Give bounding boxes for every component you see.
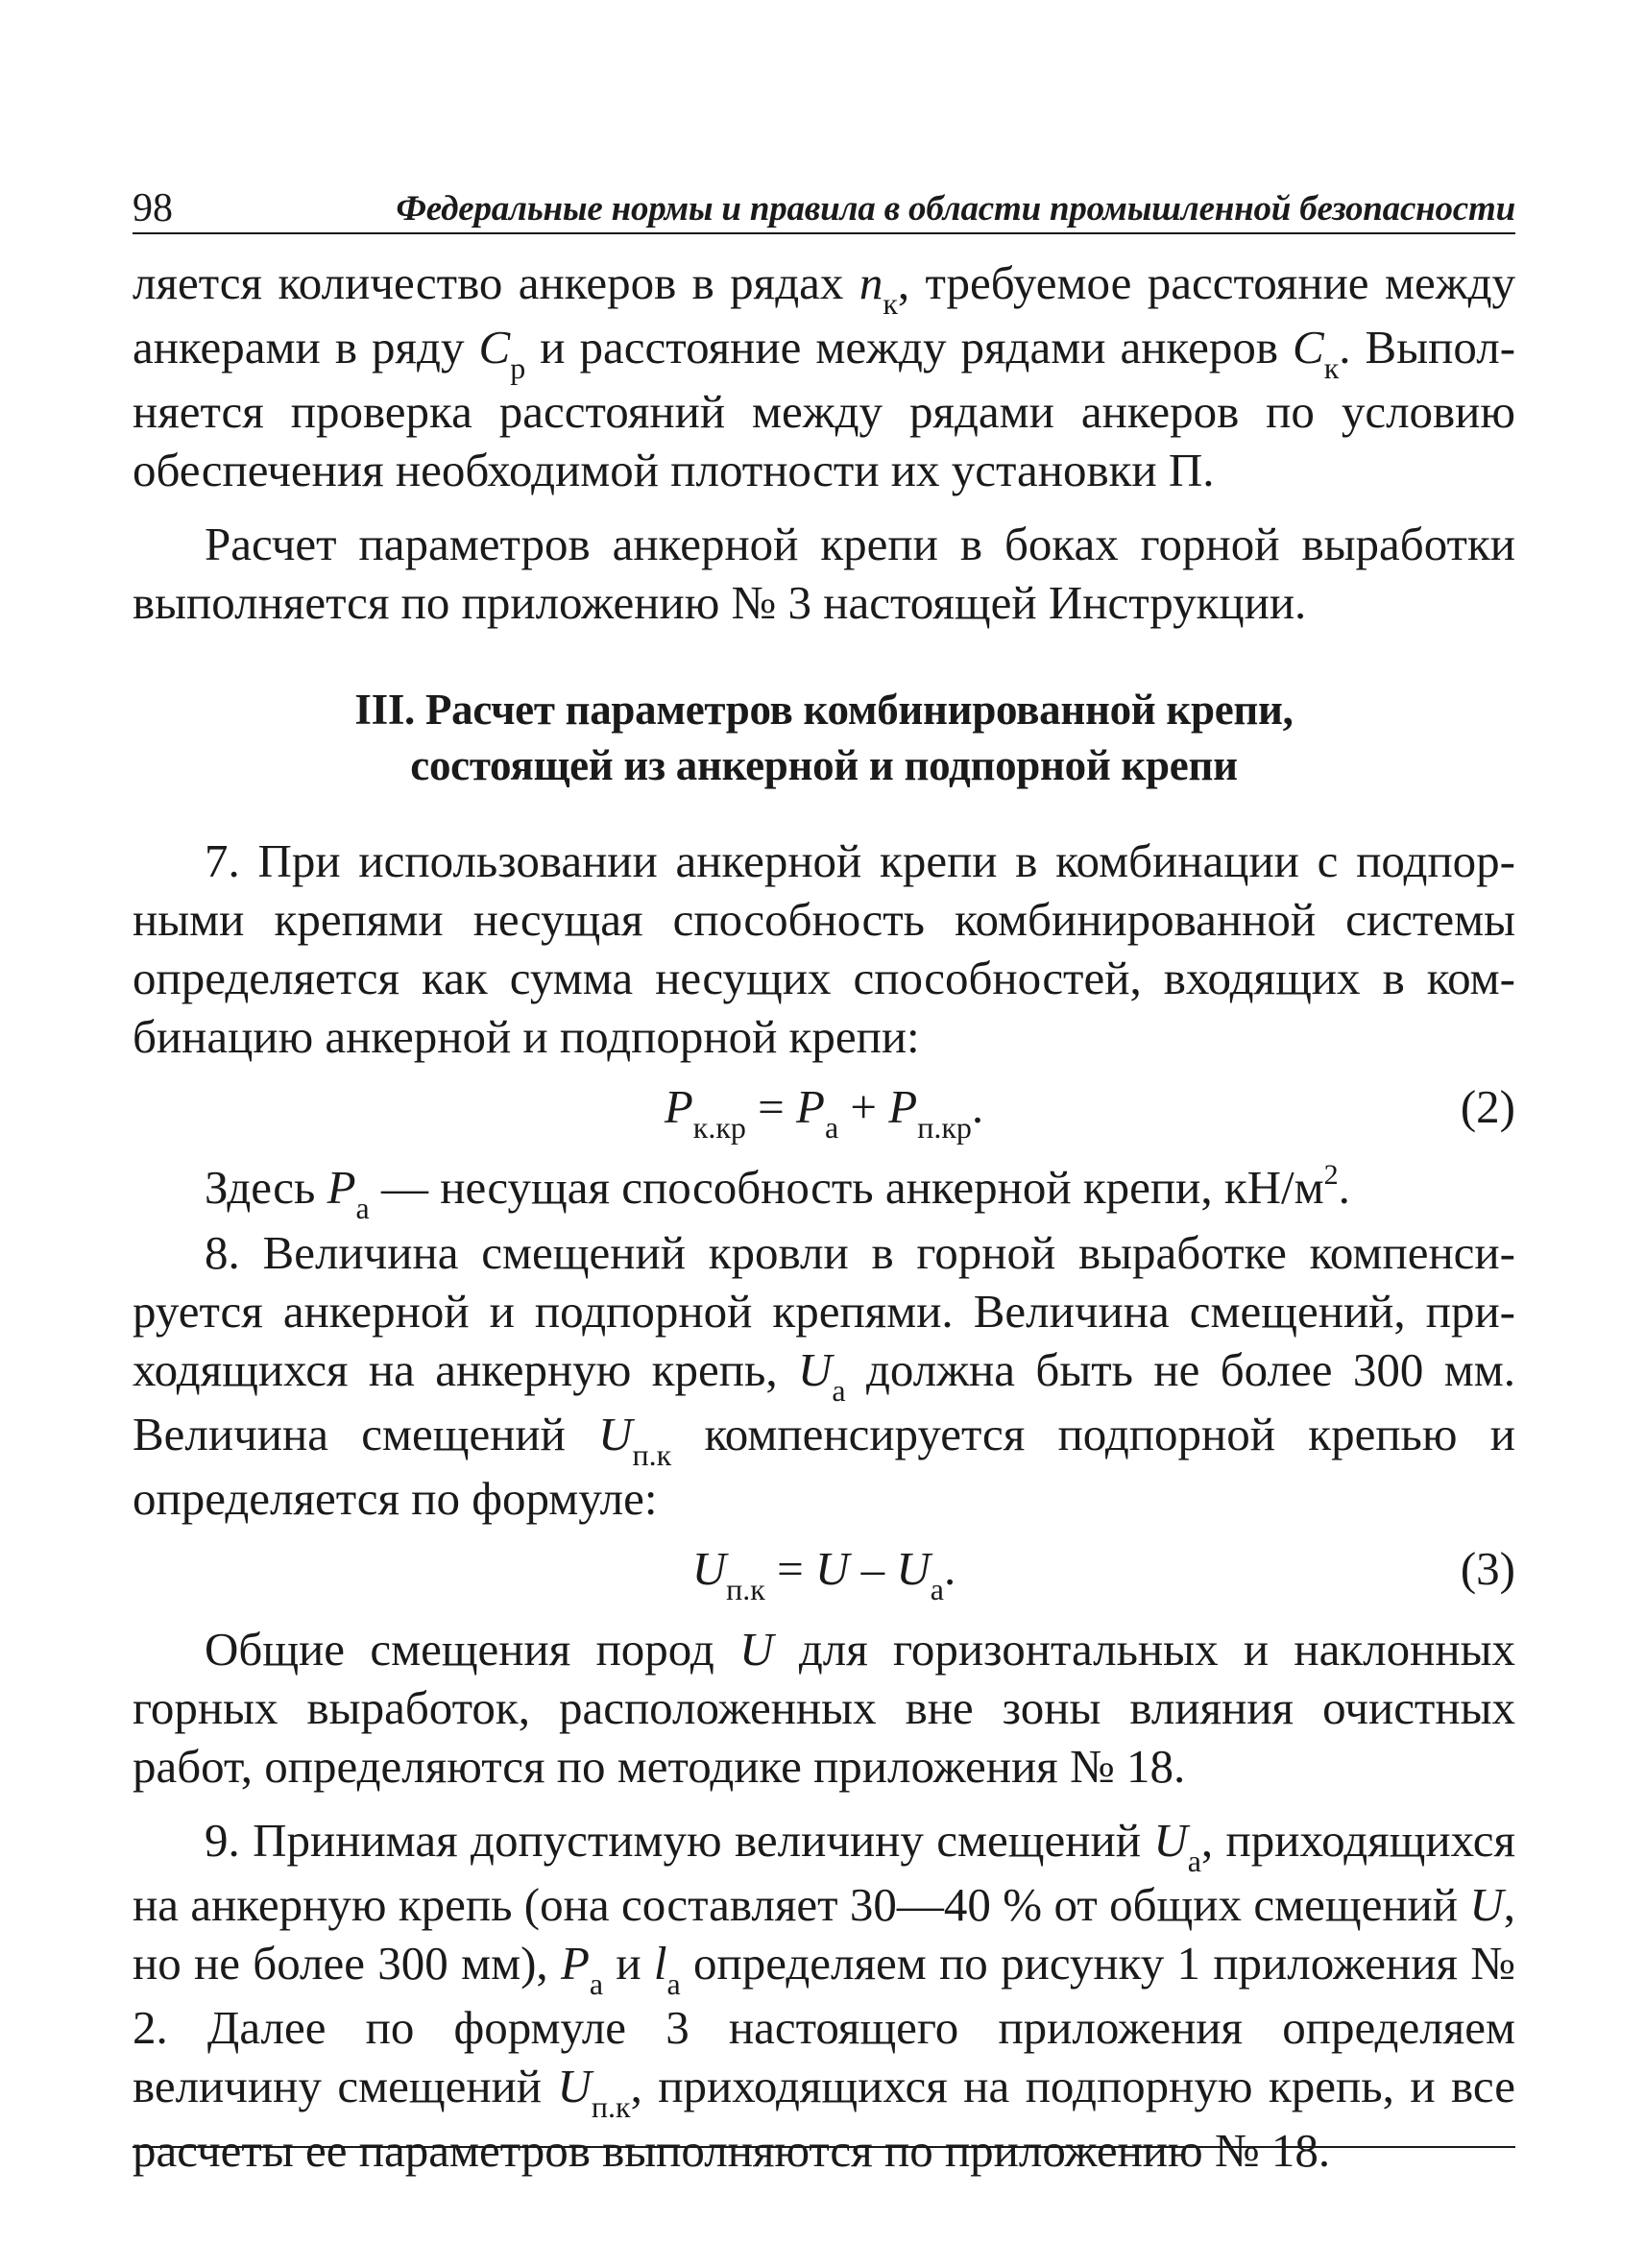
formula-3-body: $U_{п.к} = U - U_а$.: [691, 1542, 956, 1606]
paragraph-8: 8. Величина смещений кровли в горной выработке компенсируется анкерной и подпорной крепями. Величина смещений, приходящихся на анкерную крепь, $U_а$ должна быть не более 300 мм. Величина смещений $U_{п.к}$ компенсируется подпорной крепью и определяется по формуле:: [133, 1226, 1515, 1525]
paragraph-side-support: Расчет параметров анкерной крепи в боках горной выработки выполняется по приложению № 3 настоящей Инструкции.: [133, 518, 1515, 629]
section-heading: [133, 682, 1515, 793]
formula-2: [133, 1074, 1515, 1158]
page: [133, 182, 1515, 2180]
paragraph-here: Здесь $P_а$ — несущая способность анкерной крепи, $кН/м^2$.: [205, 1159, 1350, 1225]
running-header: [133, 182, 1515, 234]
formula-2-number: (2): [1460, 1080, 1515, 1133]
paragraph-continuation: ляется количество анкеров в рядах $n_к$, требуемое расстояние между анкерами в ряду $C_р$ и расстояние между рядами анкеров $C_к$. Выполняется проверка расстояний между рядами анкеров по условию обеспечения необходимой плотности их установки П.: [133, 256, 1516, 496]
body-text: [133, 253, 1515, 2180]
formula-3: [133, 1535, 1515, 1620]
paragraph-general-displacements: Общие смещения пород U для горизонтальных и наклонных горных выработок, расположенных вне зоны влияния очистных работ, определяются по методике приложения № 18.: [133, 1623, 1515, 1793]
footer-rule: [133, 2146, 1515, 2148]
formula-3-number: (3): [1460, 1542, 1515, 1595]
running-title: Федеральные нормы и правила в области промышленной безопасности: [396, 189, 1515, 229]
formula-2-body: $P_{к.кр} = P_а + P_{п.кр}$.: [664, 1080, 984, 1145]
section-heading-line-2: состоящей из анкерной и подпорной крепи: [410, 741, 1238, 789]
page-number: 98: [133, 186, 173, 230]
section-heading-line-1: III. Расчет параметров комбинированной крепи,: [354, 686, 1294, 734]
paragraph-7: 7. При использовании анкерной крепи в комбинации с подпорными крепями несущая способность комбинированной системы определяется как сумма несущих способностей, входящих в комбинацию анкерной и подпорной крепи:: [133, 834, 1515, 1063]
paragraph-9: 9. Принимая допустимую величину смещений $U_а$, приходящихся на анкерную крепь (она составляет 30—40 % от общих смещений U, но не более 300 мм), $P_а$ и $l_а$ определяем по рисунку 1 приложения № 2. Далее по формуле 3 настоящего приложения определяем величину смещений $U_{п.к}$, приходящихся на подпорную крепь, и все расчеты ее параметров выполняются по приложению № 18.: [133, 1814, 1516, 2177]
